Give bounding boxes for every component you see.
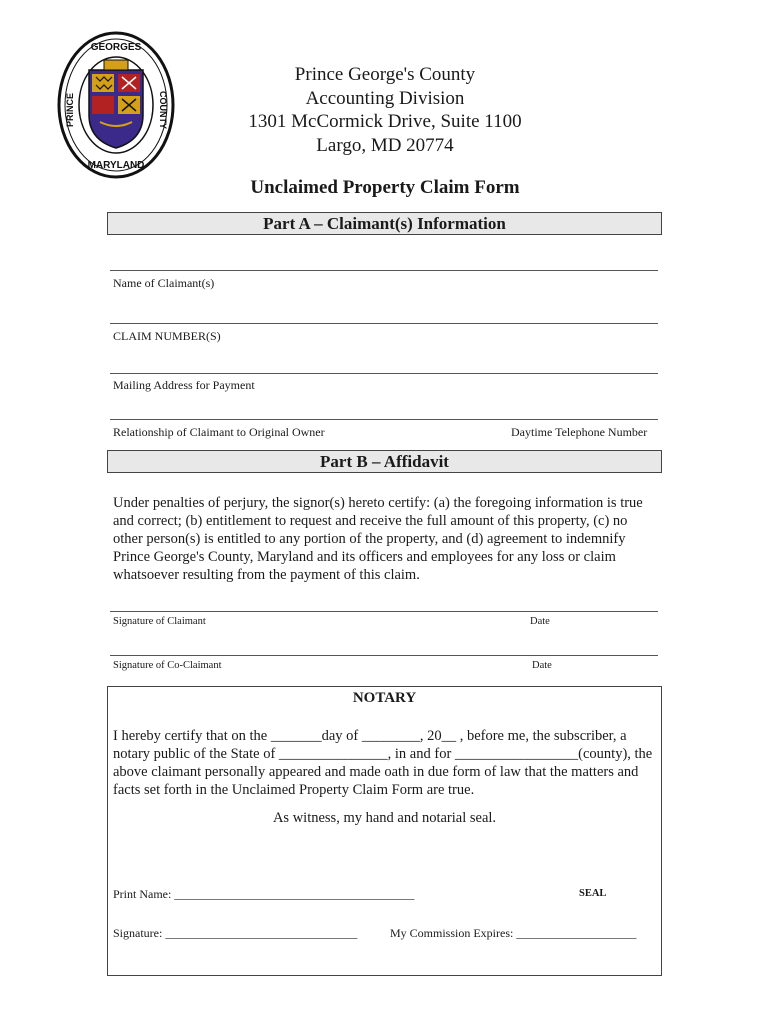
coclaimant-signature-field[interactable] <box>110 655 658 656</box>
notary-certification-text: I hereby certify that on the _______day of ________, 20__ , before me, the subscriber, a notary public of the State of _______________, in and for _________________(county), the above claimant personally appeared and made oath in due form of law that the matters and facts set forth in the Unclaimed Property Claim Form are true. <box>113 728 653 798</box>
mailing-address-label: Mailing Address for Payment <box>113 378 255 392</box>
part-a-header: Part A – Claimant(s) Information <box>107 212 662 235</box>
county-name: Prince George's County <box>294 64 476 85</box>
claimant-signature-field[interactable] <box>110 611 658 612</box>
seal-text-right: COUNTY <box>158 91 168 129</box>
part-b-header: Part B – Affidavit <box>107 450 662 473</box>
seal-text-left: PRINCE <box>65 92 75 128</box>
claim-number-label: CLAIM NUMBER(S) <box>113 329 221 343</box>
affidavit-text: Under penalties of perjury, the signor(s) hereto certify: (a) the foregoing information is true and correct; (b) entitlement to request and receive the full amount of this property, (c) no other person(s) is entitled to any portion of the property, and (d) agreement to indemnify Prince George's County, Maryland and its officers and employees for any loss or claim whatsoever resulting from the payment of this claim. <box>113 495 643 583</box>
claim-number-field[interactable] <box>110 323 658 324</box>
address-header <box>180 63 590 157</box>
city-state-zip: Largo, MD 20774 <box>316 134 454 156</box>
notary-signature-field[interactable]: Signature: ________________________________ <box>113 926 358 940</box>
witness-statement: As witness, my hand and notarial seal. <box>272 810 497 826</box>
coclaimant-signature-label: Signature of Co-Claimant <box>113 660 222 671</box>
seal-text-bottom: MARYLAND <box>87 160 145 171</box>
print-name-field[interactable]: Print Name: ________________________________________ <box>113 887 415 901</box>
county-seal-logo <box>56 30 176 180</box>
phone-label: Daytime Telephone Number <box>511 425 648 439</box>
claimant-name-field[interactable] <box>110 270 658 271</box>
relationship-phone-field[interactable] <box>110 419 658 420</box>
claimant-date-label: Date <box>530 616 550 627</box>
claimant-name-label: Name of Claimant(s) <box>113 276 215 290</box>
notary-title: NOTARY <box>352 690 417 706</box>
coclaimant-date-label: Date <box>532 660 552 671</box>
claimant-signature-label: Signature of Claimant <box>113 616 206 627</box>
mailing-address-field[interactable] <box>110 373 658 374</box>
seal-label: SEAL <box>579 888 607 899</box>
division-name: Accounting Division <box>305 87 465 109</box>
form-title: Unclaimed Property Claim Form <box>250 177 520 198</box>
street-address: 1301 McCormick Drive, Suite 1100 <box>248 111 522 132</box>
commission-expires-field[interactable]: My Commission Expires: ____________________ <box>390 926 637 940</box>
seal-text-top: GEORGES <box>90 42 142 53</box>
relationship-label: Relationship of Claimant to Original Owner <box>113 425 325 439</box>
